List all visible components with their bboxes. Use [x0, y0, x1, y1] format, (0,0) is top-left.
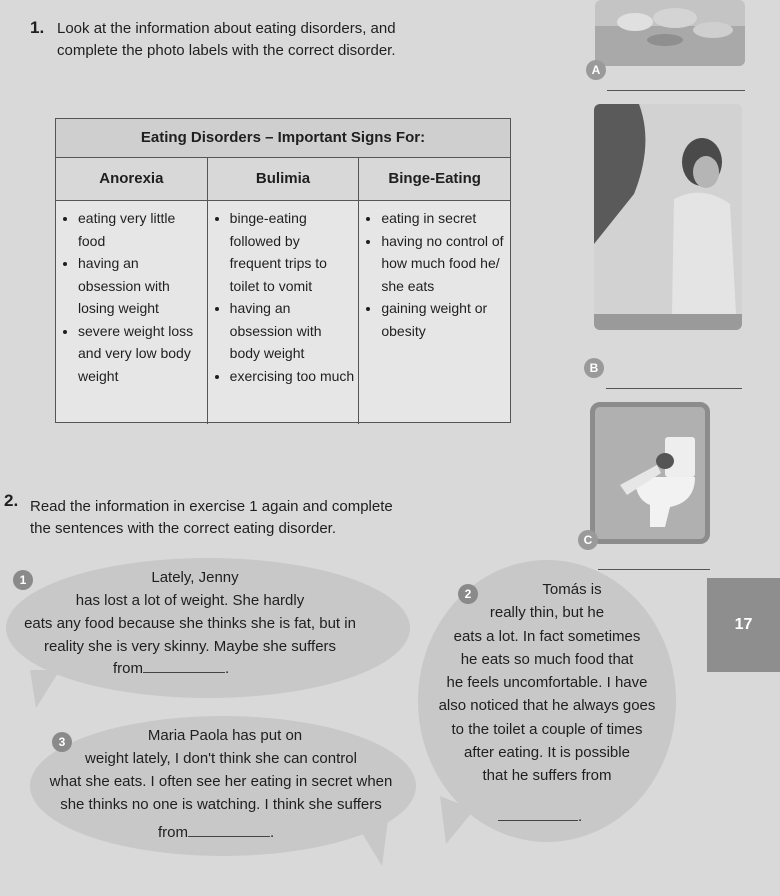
list-item: • having an obsession with losing weight	[78, 252, 203, 320]
instruction-line: Read the information in exercise 1 again and complete	[30, 498, 393, 515]
table-body	[56, 201, 510, 424]
instruction-line: complete the photo labels with the correct disorder.	[57, 42, 396, 59]
period: .	[225, 660, 230, 677]
list-item: • gaining weight or obesity	[381, 297, 506, 342]
bubble-1-number: 1	[13, 570, 33, 590]
list-item: • eating very little food	[78, 207, 203, 252]
bubble-1-tail	[30, 670, 70, 710]
bubble-line: to the toilet a couple of times	[451, 720, 643, 738]
bubble-line: Lately, Jenny	[151, 569, 239, 586]
food-table-image	[595, 0, 745, 66]
photo-c	[590, 402, 710, 544]
bubble-2-text	[424, 578, 670, 788]
bubble-line: weight lately, I don't think she can control	[85, 750, 357, 767]
bubble-1-from	[113, 658, 229, 677]
table-header-row	[56, 158, 510, 201]
bubble-line: eats a lot. In fact sometimes	[453, 627, 641, 645]
bubble-line: Tomás is	[542, 581, 602, 598]
list-item: • having no control of how much food he/ she eats	[381, 230, 506, 298]
bubble-line: eats any food because she thinks she is fat, but in	[24, 615, 356, 632]
instruction-line: Look at the information about eating disorders, and	[57, 20, 396, 37]
bubble-1-text	[8, 566, 372, 658]
exercise-2-instructions	[30, 496, 450, 540]
photo-b-answer-line[interactable]	[606, 388, 742, 389]
bulimia-column	[207, 201, 359, 424]
exercise-1-instructions	[57, 18, 437, 62]
bubble-2-answer	[498, 806, 582, 825]
photo-a	[595, 0, 745, 66]
bubble-2-tail	[440, 796, 480, 846]
list-item: • severe weight loss and very low body weight	[78, 320, 203, 388]
anorexia-column	[56, 201, 207, 424]
photo-a-answer-line[interactable]	[607, 90, 745, 91]
bubble-line: she thinks no one is watching. I think she suffers	[60, 796, 382, 813]
bubble-3-number: 3	[52, 732, 72, 752]
from-text: from	[158, 824, 188, 841]
bubble-3-tail	[354, 820, 394, 870]
toilet-vomit-image	[595, 407, 705, 539]
exercise-1-number: 1.	[30, 18, 45, 37]
list-item: • exercising too much	[230, 365, 355, 388]
binge-eating-column	[358, 201, 510, 424]
bubble-line: Maria Paola has put on	[147, 727, 303, 744]
bubble-line: reality she is very skinny. Maybe she suffers	[43, 638, 337, 655]
list-item: • having an obsession with body weight	[230, 297, 355, 365]
list-item: • binge-eating followed by frequent trips to toilet to vomit	[230, 207, 355, 297]
bubble-line: he eats so much food that	[460, 650, 634, 668]
from-text: from	[113, 660, 143, 677]
answer-blank[interactable]	[498, 806, 578, 821]
bubble-line: he feels uncomfortable. I have	[446, 674, 648, 692]
bubble-line: has lost a lot of weight. She hardly	[75, 592, 305, 609]
list-item: • eating in secret	[381, 207, 506, 230]
instruction-line: the sentences with the correct eating disorder.	[30, 520, 337, 537]
table-title: Eating Disorders – Important Signs For:	[56, 119, 510, 158]
bubble-line: that he suffers from	[482, 767, 612, 785]
photo-c-answer-line[interactable]	[598, 569, 710, 570]
period: .	[270, 824, 275, 841]
header-bulimia: Bulimia	[207, 158, 359, 200]
eating-disorders-table	[55, 118, 511, 423]
woman-image	[594, 104, 742, 330]
period: .	[578, 808, 583, 825]
page-number: 17	[707, 578, 780, 672]
photo-b-label: B	[584, 358, 604, 378]
exercise-2-number: 2.	[4, 491, 19, 510]
bubble-2-number: 2	[458, 584, 478, 604]
bubble-line: what she eats. I often see her eating in secret when	[49, 773, 393, 790]
header-binge-eating: Binge-Eating	[358, 158, 510, 200]
photo-c-label: C	[578, 530, 598, 550]
answer-blank[interactable]	[188, 822, 270, 837]
bubble-line: really thin, but he	[489, 604, 605, 622]
photo-b	[594, 104, 742, 330]
photo-a-label: A	[586, 60, 606, 80]
header-anorexia: Anorexia	[99, 170, 164, 187]
answer-blank[interactable]	[143, 658, 225, 673]
bubble-3-text	[36, 724, 406, 816]
bubble-line: also noticed that he always goes	[438, 697, 656, 715]
bubble-line: after eating. It is possible	[464, 744, 630, 762]
bubble-3-from	[158, 822, 274, 841]
